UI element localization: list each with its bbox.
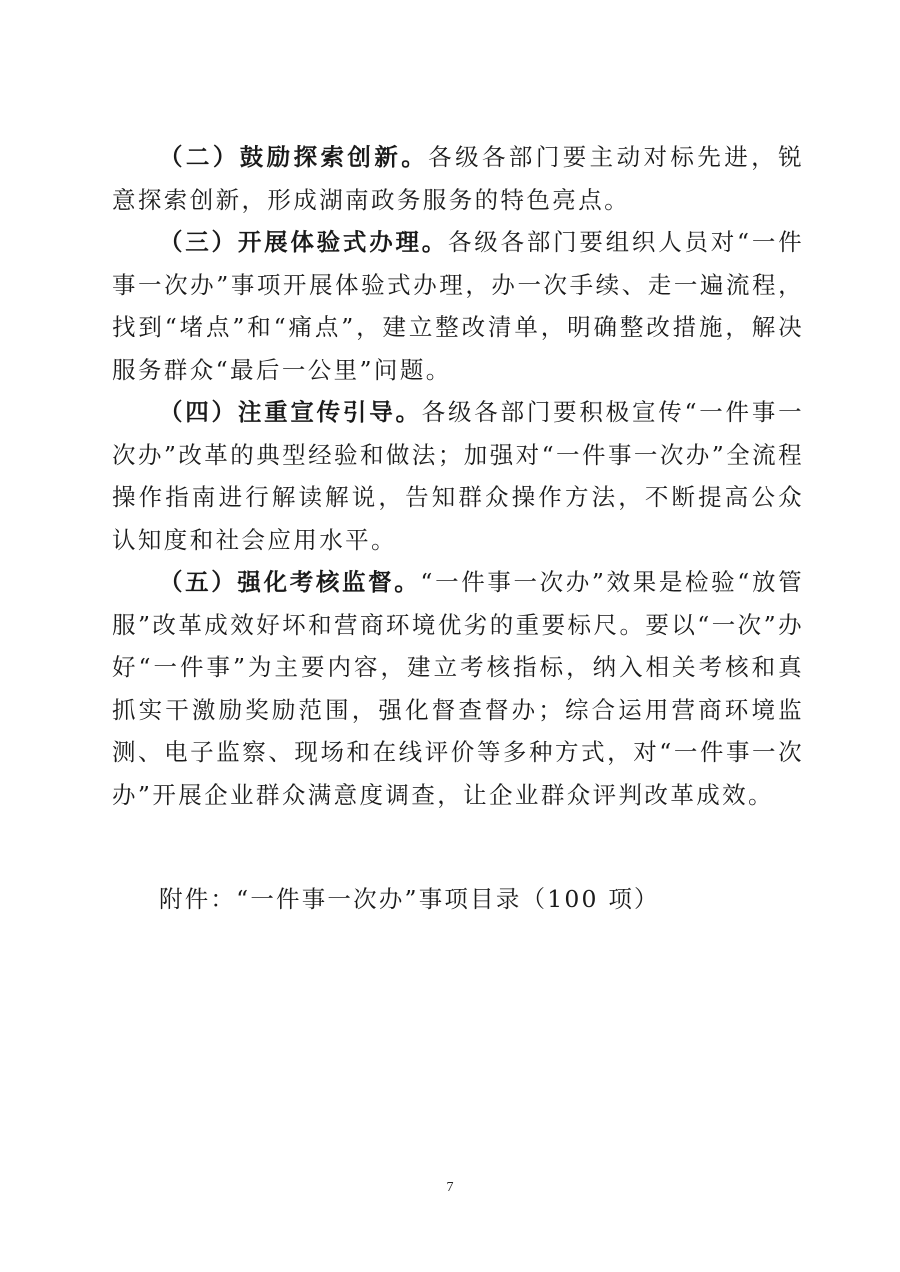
attachment-note: 附件：“一件事一次办”事项目录（100 项） bbox=[159, 885, 660, 913]
paragraph-experiential-handling bbox=[112, 221, 804, 391]
paragraph-encourage-innovation bbox=[112, 136, 804, 221]
paragraph-body: “一件事一次办”效果是检验“放管服”改革成效好坏和营商环境优劣的重要标尺。要以“一次”办好“一件事”为主要内容，建立考核指标，纳入相关考核和真抓实干激励奖励范围，强化督查督办；综合运用营商环境监测、电子监察、现场和在线评价等多种方式，对“一件事一次办”开展企业群众满意度调查，让企业群众评判改革成效。 bbox=[112, 568, 804, 809]
paragraph-heading: （五）强化考核监督。 bbox=[159, 568, 421, 596]
paragraph-body: 各级各部门要积极宣传“一件事一次办”改革的典型经验和做法；加强对“一件事一次办”全流程操作指南进行解读解说，告知群众操作方法，不断提高公众认知度和社会应用水平。 bbox=[112, 398, 805, 554]
paragraph-heading: （四）注重宣传引导。 bbox=[159, 398, 422, 426]
paragraph-assessment-supervision bbox=[112, 561, 804, 816]
paragraph-body: 各级各部门要主动对标先进，锐意探索创新，形成湖南政务服务的特色亮点。 bbox=[112, 143, 804, 214]
paragraph-body: 各级各部门要组织人员对“一件事一次办”事项开展体验式办理，办一次手续、走一遍流程，找到“堵点”和“痛点”，建立整改清单，明确整改措施，解决服务群众“最后一公里”问题。 bbox=[112, 228, 804, 384]
paragraph-heading: （三）开展体验式办理。 bbox=[159, 228, 449, 256]
page-number: 7 bbox=[446, 1180, 454, 1195]
paragraph-heading: （二）鼓励探索创新。 bbox=[159, 143, 429, 171]
paragraph-publicity-guidance bbox=[112, 391, 804, 561]
